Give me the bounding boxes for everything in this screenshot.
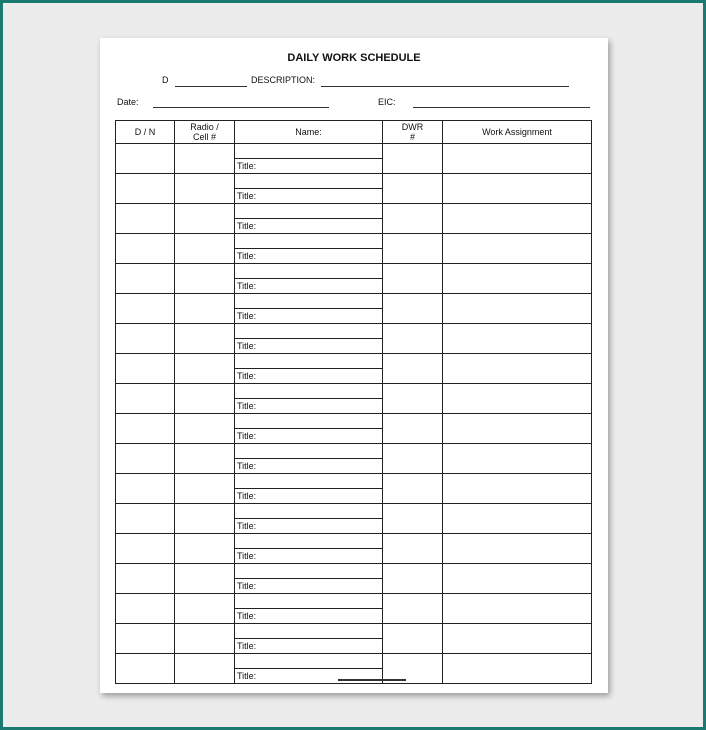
table-header-row xyxy=(116,121,592,144)
title-label: Title: xyxy=(237,611,257,621)
name-cell[interactable] xyxy=(235,324,383,354)
work-assignment-cell[interactable] xyxy=(443,354,592,384)
title-field[interactable] xyxy=(235,339,382,353)
work-assignment-cell[interactable] xyxy=(443,414,592,444)
name-cell[interactable] xyxy=(235,264,383,294)
table-row xyxy=(116,204,592,234)
name-field[interactable] xyxy=(235,654,382,669)
dn-cell[interactable] xyxy=(116,144,175,174)
dn-cell[interactable] xyxy=(116,624,175,654)
table-row xyxy=(116,474,592,504)
dwr-cell[interactable] xyxy=(383,144,443,174)
table-row xyxy=(116,534,592,564)
name-field[interactable] xyxy=(235,204,382,219)
dwr-cell[interactable] xyxy=(383,414,443,444)
description-label: DESCRIPTION: xyxy=(251,75,316,85)
date-label: Date: xyxy=(117,97,139,107)
name-cell[interactable] xyxy=(235,624,383,654)
name-cell[interactable] xyxy=(235,294,383,324)
name-field[interactable] xyxy=(235,234,382,249)
title-field[interactable] xyxy=(235,429,382,443)
title-field[interactable] xyxy=(235,249,382,263)
title-label: Title: xyxy=(237,371,257,381)
name-field[interactable] xyxy=(235,474,382,489)
name-cell[interactable] xyxy=(235,234,383,264)
date-field[interactable] xyxy=(153,107,329,108)
table-row xyxy=(116,564,592,594)
title-label: Title: xyxy=(237,431,257,441)
work-assignment-cell[interactable] xyxy=(443,204,592,234)
dn-cell[interactable] xyxy=(116,534,175,564)
title-label: Title: xyxy=(237,281,257,291)
dwr-cell[interactable] xyxy=(383,444,443,474)
name-field[interactable] xyxy=(235,294,382,309)
dn-cell[interactable] xyxy=(116,324,175,354)
work-assignment-cell[interactable] xyxy=(443,564,592,594)
radio-cell[interactable] xyxy=(175,384,235,414)
dn-cell[interactable] xyxy=(116,174,175,204)
work-assignment-cell[interactable] xyxy=(443,654,592,684)
header-radio: Radio / Cell # xyxy=(175,121,235,144)
dn-cell[interactable] xyxy=(116,204,175,234)
dn-cell[interactable] xyxy=(116,234,175,264)
table-row xyxy=(116,264,592,294)
table-row xyxy=(116,594,592,624)
dwr-cell[interactable] xyxy=(383,474,443,504)
name-field[interactable] xyxy=(235,504,382,519)
eic-label: EIC: xyxy=(378,97,396,107)
title-field[interactable] xyxy=(235,309,382,323)
name-field[interactable] xyxy=(235,354,382,369)
dwr-cell[interactable] xyxy=(383,324,443,354)
dn-cell[interactable] xyxy=(116,444,175,474)
dn-cell[interactable] xyxy=(116,594,175,624)
title-label: Title: xyxy=(237,251,257,261)
name-field[interactable] xyxy=(235,624,382,639)
eic-field[interactable] xyxy=(413,107,590,108)
name-cell[interactable] xyxy=(235,204,383,234)
radio-cell[interactable] xyxy=(175,564,235,594)
table-body xyxy=(116,144,592,684)
work-assignment-cell[interactable] xyxy=(443,444,592,474)
title-field[interactable] xyxy=(235,519,382,533)
dwr-cell[interactable] xyxy=(383,624,443,654)
work-assignment-cell[interactable] xyxy=(443,594,592,624)
title-label: Title: xyxy=(237,521,257,531)
title-field[interactable] xyxy=(235,579,382,593)
dn-cell[interactable] xyxy=(116,354,175,384)
table-row xyxy=(116,234,592,264)
work-assignment-cell[interactable] xyxy=(443,504,592,534)
description-field[interactable] xyxy=(321,86,569,87)
title-label: Title: xyxy=(237,581,257,591)
radio-cell[interactable] xyxy=(175,654,235,684)
radio-cell[interactable] xyxy=(175,624,235,654)
name-cell[interactable] xyxy=(235,384,383,414)
title-label: Title: xyxy=(237,161,257,171)
dwr-cell[interactable] xyxy=(383,174,443,204)
name-field[interactable] xyxy=(235,324,382,339)
radio-cell[interactable] xyxy=(175,414,235,444)
name-field[interactable] xyxy=(235,144,382,159)
name-cell[interactable] xyxy=(235,144,383,174)
dwr-cell[interactable] xyxy=(383,264,443,294)
table-row xyxy=(116,294,592,324)
name-field[interactable] xyxy=(235,594,382,609)
dwr-cell[interactable] xyxy=(383,204,443,234)
table-row xyxy=(116,624,592,654)
table-row xyxy=(116,174,592,204)
work-assignment-cell[interactable] xyxy=(443,474,592,504)
title-label: Title: xyxy=(237,461,257,471)
dn-cell[interactable] xyxy=(116,414,175,444)
title-label: Title: xyxy=(237,491,257,501)
work-assignment-cell[interactable] xyxy=(443,294,592,324)
dwr-cell[interactable] xyxy=(383,594,443,624)
table-row xyxy=(116,504,592,534)
dn-cell[interactable] xyxy=(116,504,175,534)
header-work-assignment: Work Assignment xyxy=(443,121,592,144)
dn-cell[interactable] xyxy=(116,474,175,504)
radio-cell[interactable] xyxy=(175,324,235,354)
name-cell[interactable] xyxy=(235,504,383,534)
name-field[interactable] xyxy=(235,444,382,459)
radio-cell[interactable] xyxy=(175,294,235,324)
work-assignment-cell[interactable] xyxy=(443,624,592,654)
title-field[interactable] xyxy=(235,399,382,413)
table-row xyxy=(116,384,592,414)
radio-cell[interactable] xyxy=(175,204,235,234)
title-label: Title: xyxy=(237,641,257,651)
name-field[interactable] xyxy=(235,384,382,399)
dn-cell[interactable] xyxy=(116,264,175,294)
dwr-cell[interactable] xyxy=(383,294,443,324)
table-row xyxy=(116,444,592,474)
dwr-cell[interactable] xyxy=(383,384,443,414)
title-field[interactable] xyxy=(235,159,382,173)
name-cell[interactable] xyxy=(235,474,383,504)
title-field[interactable] xyxy=(235,189,382,203)
name-cell[interactable] xyxy=(235,354,383,384)
dn-cell[interactable] xyxy=(116,384,175,414)
name-cell[interactable] xyxy=(235,564,383,594)
radio-cell[interactable] xyxy=(175,354,235,384)
radio-cell[interactable] xyxy=(175,264,235,294)
work-assignment-cell[interactable] xyxy=(443,534,592,564)
title-label: Title: xyxy=(237,671,257,681)
table-row xyxy=(116,324,592,354)
name-cell[interactable] xyxy=(235,444,383,474)
dwr-cell[interactable] xyxy=(383,234,443,264)
dwr-cell[interactable] xyxy=(383,534,443,564)
work-assignment-cell[interactable] xyxy=(443,324,592,354)
table-row xyxy=(116,354,592,384)
title-label: Title: xyxy=(237,341,257,351)
radio-cell[interactable] xyxy=(175,504,235,534)
work-assignment-cell[interactable] xyxy=(443,234,592,264)
work-assignment-cell[interactable] xyxy=(443,384,592,414)
table-row xyxy=(116,144,592,174)
radio-cell[interactable] xyxy=(175,534,235,564)
title-field[interactable] xyxy=(235,489,382,503)
title-label: Title: xyxy=(237,311,257,321)
title-label: Title: xyxy=(237,401,257,411)
title-field[interactable] xyxy=(235,639,382,653)
name-field[interactable] xyxy=(235,414,382,429)
work-assignment-cell[interactable] xyxy=(443,144,592,174)
dn-cell[interactable] xyxy=(116,654,175,684)
d-label: D xyxy=(162,75,169,85)
name-cell[interactable] xyxy=(235,594,383,624)
title-field[interactable] xyxy=(235,279,382,293)
name-field[interactable] xyxy=(235,564,382,579)
dn-cell[interactable] xyxy=(116,294,175,324)
name-cell[interactable] xyxy=(235,534,383,564)
name-field[interactable] xyxy=(235,264,382,279)
work-assignment-cell[interactable] xyxy=(443,264,592,294)
dwr-cell[interactable] xyxy=(383,354,443,384)
radio-cell[interactable] xyxy=(175,144,235,174)
work-assignment-cell[interactable] xyxy=(443,174,592,204)
radio-cell[interactable] xyxy=(175,594,235,624)
name-cell[interactable] xyxy=(235,174,383,204)
footer-divider xyxy=(338,679,406,681)
radio-cell[interactable] xyxy=(175,174,235,204)
radio-cell[interactable] xyxy=(175,234,235,264)
dwr-cell[interactable] xyxy=(383,564,443,594)
schedule-table xyxy=(115,120,592,684)
header-dwr: DWR # xyxy=(383,121,443,144)
title-field[interactable] xyxy=(235,609,382,623)
title-field[interactable] xyxy=(235,459,382,473)
table-row xyxy=(116,414,592,444)
title-label: Title: xyxy=(237,221,257,231)
radio-cell[interactable] xyxy=(175,474,235,504)
title-field[interactable] xyxy=(235,369,382,383)
dwr-cell[interactable] xyxy=(383,504,443,534)
name-field[interactable] xyxy=(235,534,382,549)
name-field[interactable] xyxy=(235,174,382,189)
name-cell[interactable] xyxy=(235,414,383,444)
title-field[interactable] xyxy=(235,219,382,233)
title-label: Title: xyxy=(237,191,257,201)
form-title: DAILY WORK SCHEDULE xyxy=(287,52,421,64)
title-label: Title: xyxy=(237,551,257,561)
d-field[interactable] xyxy=(175,86,247,87)
dn-cell[interactable] xyxy=(116,564,175,594)
title-field[interactable] xyxy=(235,549,382,563)
radio-cell[interactable] xyxy=(175,444,235,474)
header-name: Name: xyxy=(235,121,383,144)
header-dn: D / N xyxy=(116,121,175,144)
